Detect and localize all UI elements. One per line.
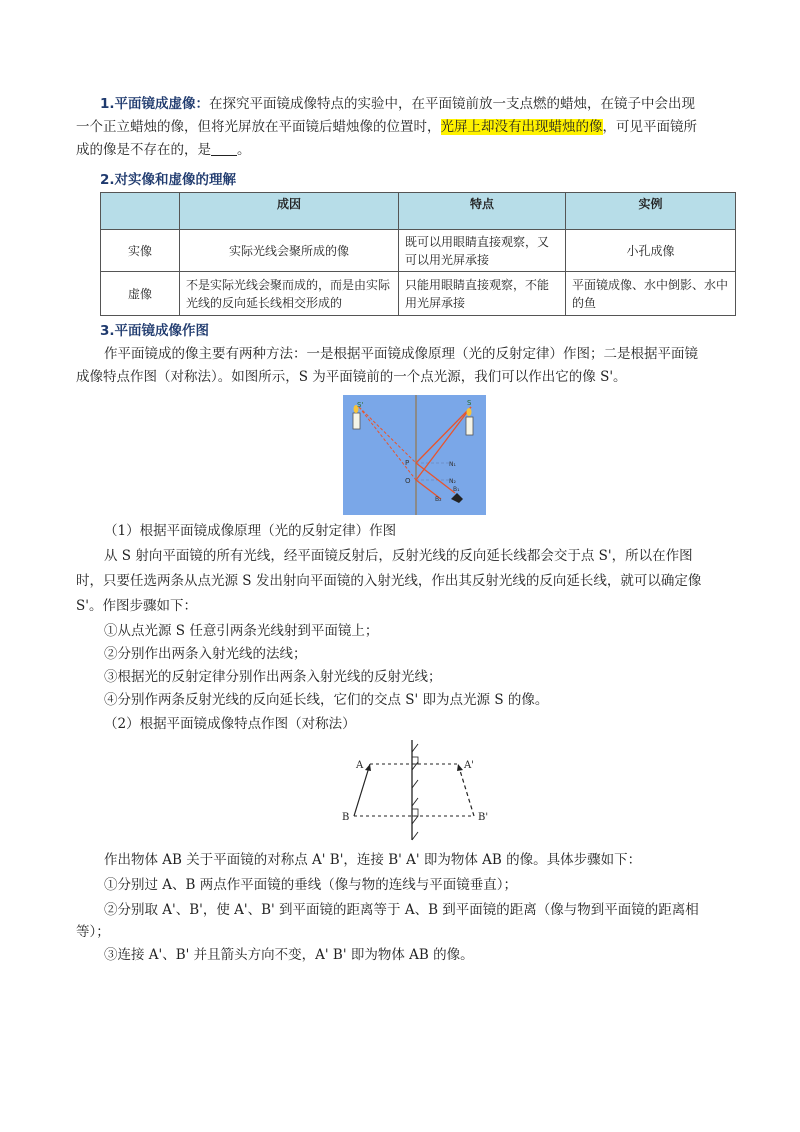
intro-line-2: 成像特点作图（对称法）。如图所示，S 为平面镜前的一个点光源，我们可以作出它的像 S'。 <box>76 369 627 385</box>
table-row <box>101 230 736 272</box>
table-cell: 不是实际光线会聚而成的，而是由实际光线的反向延长线相交形成的 <box>180 272 399 316</box>
arrowhead-a-prime <box>457 764 463 771</box>
step2-item: 等）； <box>76 924 110 940</box>
mirror-hatching <box>412 744 418 840</box>
comparison-table <box>100 192 736 316</box>
step1-item: ①从点光源 S 任意引两条光线射到平面镜上； <box>104 623 379 639</box>
section1-line3 <box>76 139 726 162</box>
label-n2: N₂ <box>449 478 456 485</box>
reflection-figure <box>343 395 486 515</box>
label-b: B <box>342 812 350 823</box>
label-n1: N₁ <box>449 461 456 468</box>
method1-line-2: 时，只要任选两条从点光源 S 发出射向平面镜的入射光线，作出其反射光线的反向延长线，就可以确定像 <box>76 573 702 589</box>
label-b-prime: B' <box>478 812 489 823</box>
table-cell: 小孔成像 <box>566 230 736 272</box>
method1-line-3: S'。作图步骤如下： <box>76 598 197 614</box>
section1-title: 1.平面镜成虚像： <box>100 96 210 112</box>
candle-image-icon <box>353 413 360 429</box>
section1-line2 <box>76 116 726 139</box>
step1-item: ④分别作两条反射光线的反向延长线，它们的交点 S' 即为点光源 S 的像。 <box>104 692 549 708</box>
table-header-cell: 实例 <box>566 193 736 230</box>
table-cell: 实际光线会聚所成的像 <box>180 230 399 272</box>
method1-line-1: 从 S 射向平面镜的所有光线，经平面镜反射后，反射光线的反向延长线都会交于点 S'，所以在作图 <box>104 548 693 564</box>
step1-item: ③根据光的反射定律分别作出两条入射光线的反射光线； <box>104 669 442 685</box>
label-s-prime: S' <box>357 401 364 409</box>
fill-in-blank <box>211 141 237 156</box>
label-a-prime: A' <box>464 760 474 771</box>
right-angle-mark <box>412 809 418 816</box>
table-cell: 只能用眼睛直接观察，不能用光屏承接 <box>399 272 566 316</box>
section1-text-e: 。 <box>237 142 251 158</box>
table-row <box>101 272 736 316</box>
section3-title: 3.平面镜成像作图 <box>100 323 210 339</box>
label-b1: B₁ <box>453 486 460 493</box>
step1-item: ②分别作出两条入射光线的法线； <box>104 646 307 662</box>
step2-item: ②分别取 A'、B'，使 A'、B' 到平面镜的距离等于 A、B 到平面镜的距离（像与物到平面镜的距离相 <box>104 902 699 918</box>
table-header-cell: 成因 <box>180 193 399 230</box>
arrowhead-a <box>365 764 371 771</box>
image-a-prime-b-prime <box>458 764 474 816</box>
table-cell: 虚像 <box>101 272 180 316</box>
table-header-cell <box>101 193 180 230</box>
label-a: A <box>356 760 364 771</box>
label-o: O <box>405 477 411 485</box>
method2-title: （2）根据平面镜成像特点作图（对称法） <box>104 716 356 732</box>
section3-intro <box>76 343 726 389</box>
step2-item: ①分别过 A、B 两点作平面镜的垂线（像与物的连线与平面镜垂直）； <box>104 877 518 893</box>
table-cell: 平面镜成像、水中倒影、水中的鱼 <box>566 272 736 316</box>
label-p: P <box>405 459 410 467</box>
section1-text-c: ，可见平面镜所 <box>602 119 697 135</box>
intro-line-1: 作平面镜成的像主要有两种方法：一是根据平面镜成像原理（光的反射定律）作图；二是根据平面镜 <box>104 346 698 362</box>
section1-text-b: 一个正立蜡烛的像，但将光屏放在平面镜后蜡烛像的位置时， <box>76 119 441 135</box>
step2-item: ③连接 A'、B' 并且箭头方向不变，A' B' 即为物体 AB 的像。 <box>104 947 474 963</box>
object-ab <box>354 764 370 816</box>
section1-text-d: 成的像是不存在的，是 <box>76 142 211 158</box>
flame-icon <box>467 408 472 416</box>
table-cell: 既可以用眼睛直接观察，又可以用光屏承接 <box>399 230 566 272</box>
label-b2: B₂ <box>435 496 442 503</box>
table-header-cell: 特点 <box>399 193 566 230</box>
method1-title: （1）根据平面镜成像原理（光的反射定律）作图 <box>104 523 397 539</box>
highlighted-text: 光屏上却没有出现蜡烛的像 <box>440 119 603 135</box>
symmetry-figure <box>340 738 500 842</box>
method2-intro: 作出物体 AB 关于平面镜的对称点 A' B'，连接 B' A' 即为物体 AB 的像。具体步骤如下： <box>104 852 642 868</box>
label-s: S <box>467 399 472 407</box>
table-header-row <box>101 193 736 230</box>
section1-text-a: 在探究平面镜成像特点的实验中，在平面镜前放一支点燃的蜡烛，在镜子中会出现 <box>209 96 696 112</box>
section2-title: 2.对实像和虚像的理解 <box>100 172 237 188</box>
candle-icon <box>466 417 473 435</box>
table-cell: 实像 <box>101 230 180 272</box>
section1-paragraph <box>100 93 740 116</box>
